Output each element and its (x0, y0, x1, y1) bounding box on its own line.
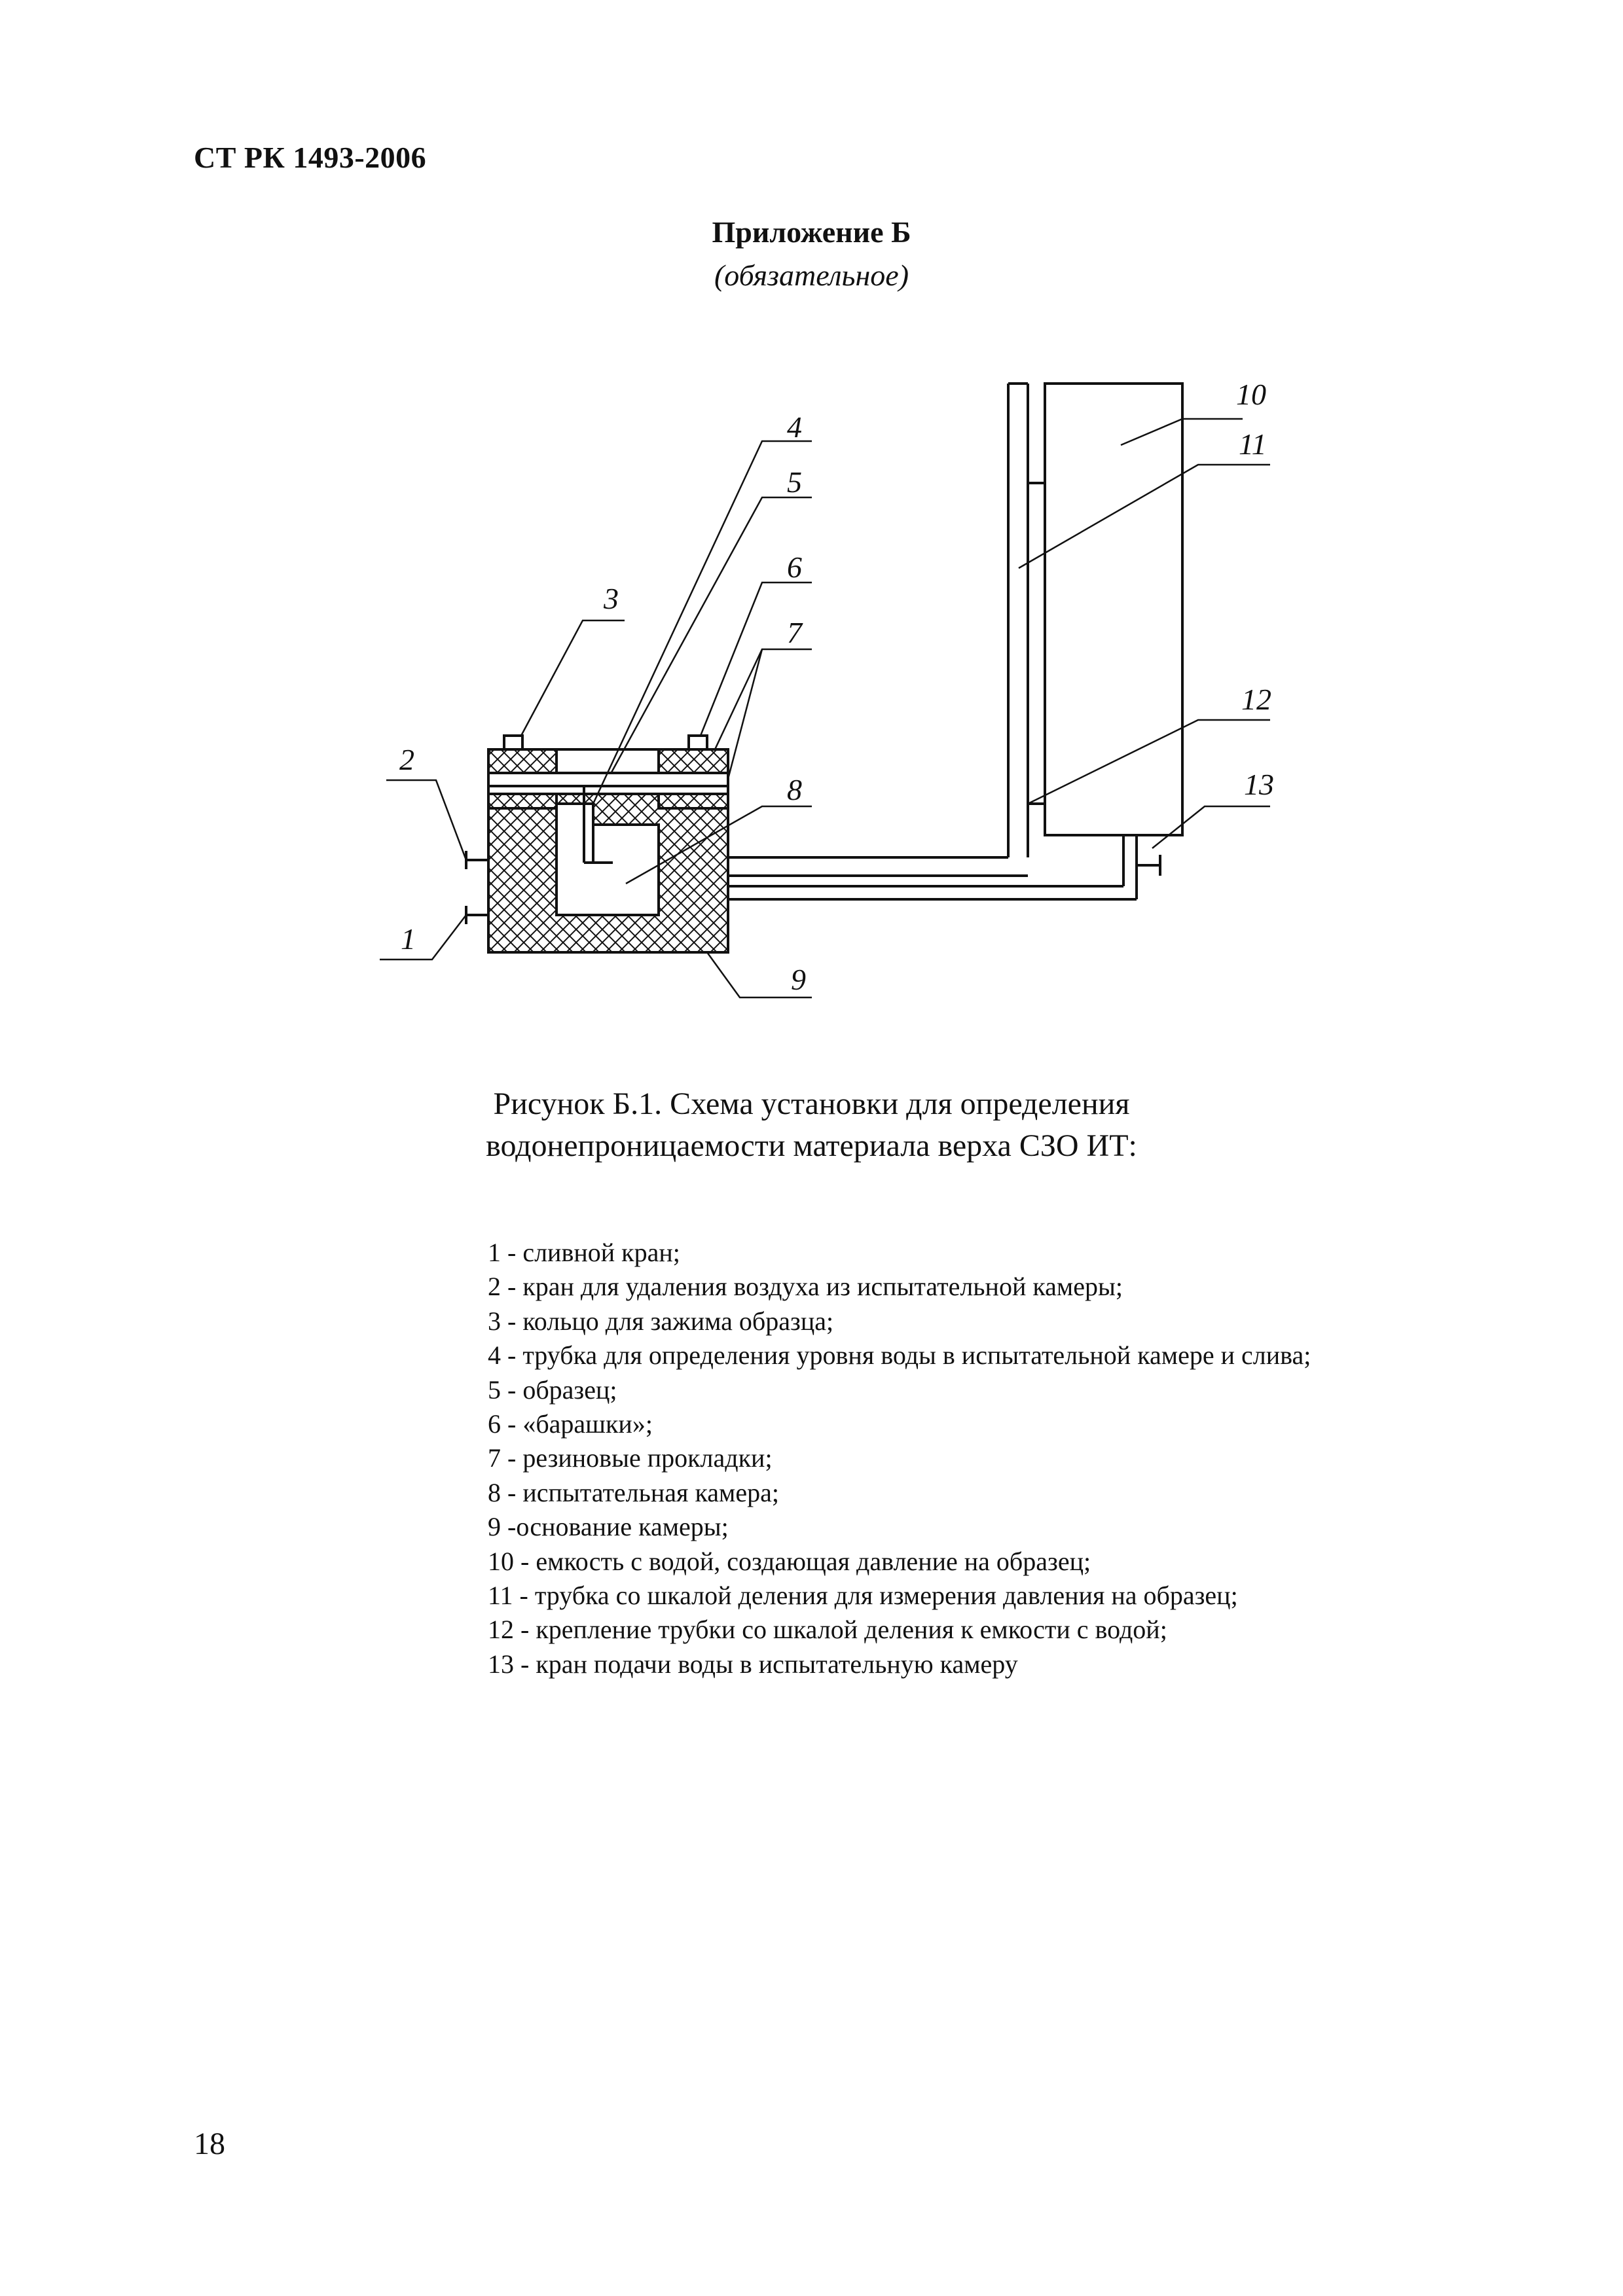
figure-caption (0, 1083, 1623, 1167)
page-number: 18 (194, 2126, 225, 2161)
caption-line-1: Рисунок Б.1. Схема установки для определения (493, 1086, 1130, 1121)
document-code: СТ РК 1493-2006 (194, 141, 427, 174)
caption-line-2: водонепроницаемости материала верха СЗО ИТ: (486, 1128, 1137, 1163)
legend-item: 2 - кран для удаления воздуха из испытательной камеры; (488, 1272, 1123, 1302)
legend-item: 12 - крепление трубки со шкалой деления к емкости с водой; (488, 1615, 1167, 1645)
label-5: 5 (787, 465, 802, 499)
apparatus-diagram (0, 0, 1623, 1047)
label-7: 7 (787, 616, 802, 649)
legend-item: 4 - трубка для определения уровня воды в испытательной камере и слива; (488, 1340, 1311, 1371)
legend-item: 11 - трубка со шкалой деления для измерения давления на образец; (488, 1581, 1238, 1611)
legend-item: 13 - кран подачи воды в испытательную камеру (488, 1649, 1018, 1679)
legend-item: 1 - сливной кран; (488, 1238, 680, 1267)
legend-item: 6 - «барашки»; (488, 1409, 653, 1439)
label-2: 2 (399, 743, 414, 776)
label-6: 6 (787, 550, 802, 584)
appendix-title: Приложение Б (712, 215, 911, 249)
legend-item: 3 - кольцо для зажима образца; (488, 1306, 834, 1336)
label-9: 9 (791, 963, 806, 996)
legend-item: 8 - испытательная камера; (488, 1477, 779, 1507)
wing-nut-left (504, 736, 522, 749)
label-1: 1 (401, 922, 416, 956)
label-4: 4 (787, 410, 802, 444)
label-3: 3 (604, 582, 619, 615)
legend-item: 9 -основание камеры; (488, 1512, 729, 1542)
figure-legend (488, 1236, 1311, 1681)
label-12: 12 (1241, 683, 1271, 716)
label-13: 13 (1244, 768, 1274, 801)
water-tank (1045, 384, 1182, 835)
wing-nut-right (689, 736, 707, 749)
legend-item: 10 - емкость с водой, создающая давление на образец; (488, 1546, 1091, 1576)
appendix-subtitle: (обязательное) (714, 259, 909, 292)
label-10: 10 (1236, 378, 1266, 411)
legend-item: 5 - образец; (488, 1374, 617, 1405)
label-11: 11 (1239, 427, 1267, 461)
legend-item: 7 - резиновые прокладки; (488, 1443, 773, 1473)
label-8: 8 (787, 773, 802, 806)
